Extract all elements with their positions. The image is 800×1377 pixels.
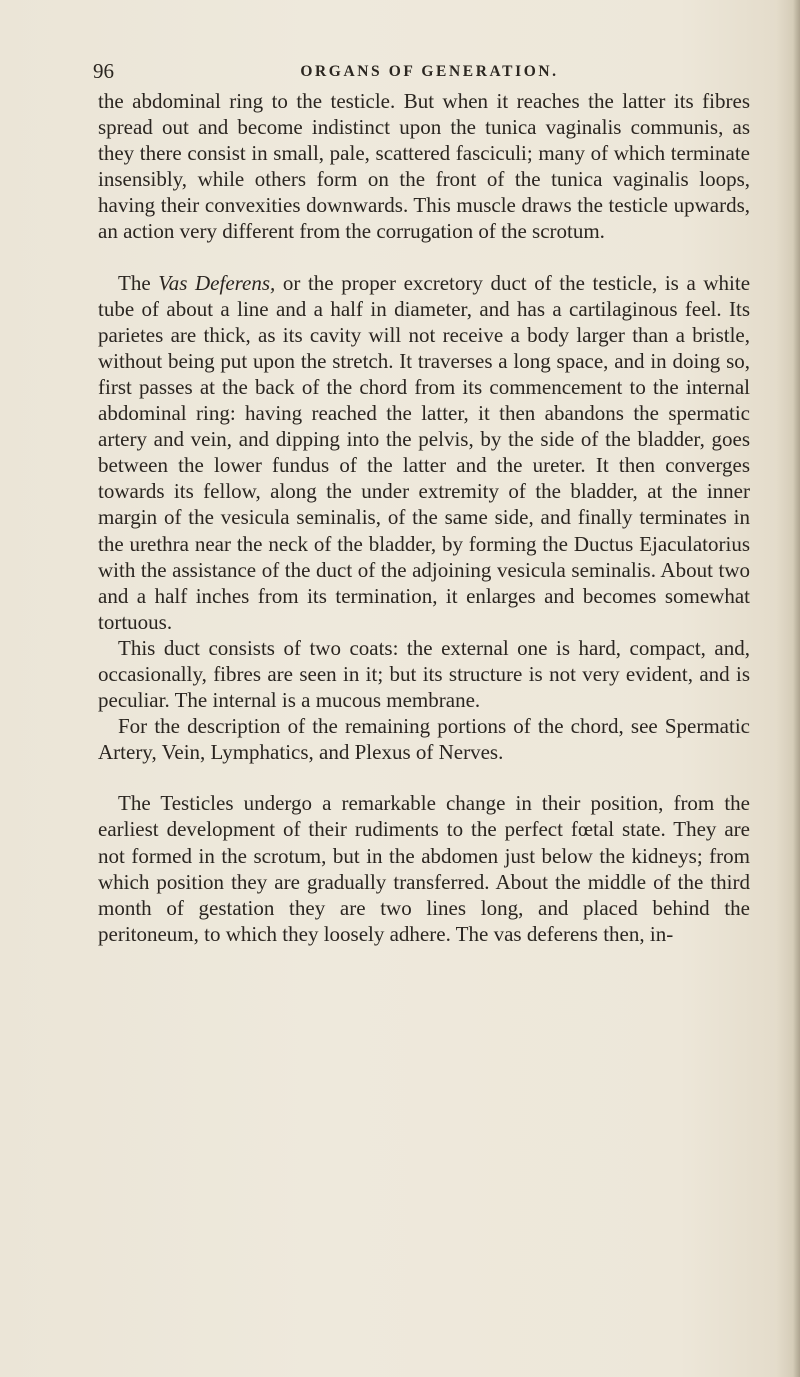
paragraph-2-lead: The (118, 270, 159, 295)
paragraph-4: For the description of the remaining portions of the chord, see Spermatic Artery, Vein, Lymphatics, and Plexus of Nerves. (98, 714, 750, 765)
running-head: ORGANS OF GENERATION. (300, 63, 559, 80)
paragraph-3: This duct consists of two coats: the external one is hard, compact, and, occasionally, fibres are seen in it; but its structure is not very evident, and is peculiar. The internal is a mucous membrane. (98, 635, 750, 713)
paragraph-gap (98, 765, 750, 790)
paragraph-1: the abdominal ring to the testicle. But when it reaches the latter its fibres spread out and become indistinct upon the tunica vaginalis communis, as they there consist in small, pale, scattered fasciculi; many of which terminate insensibly, while others form on the front of the tunica vaginalis loops, having their convexities downwards. This muscle draws the testicle upwards, an action very different from the corrugation of the scrotum. (98, 89, 750, 244)
body-text (98, 88, 750, 947)
vas-deferens-term: Vas Deferens, (158, 270, 276, 295)
paragraph-5: The Testicles undergo a remarkable change in their position, from the earliest development of their rudiments to the perfect fœtal state. They are not formed in the scrotum, but in the abdomen just below the kidneys; from which position they are gradually transferred. About the middle of the third month of gestation they are two lines long, and placed behind the peritoneum, to which they loosely adhere. The vas deferens then, in- (98, 791, 750, 946)
page-edge-shadow (793, 0, 800, 1377)
paragraph-gap (98, 245, 750, 270)
page-header (93, 59, 748, 87)
page-number: 96 (93, 59, 114, 83)
paragraph-2-body: or the proper excretory duct of the testicle, is a white tube of about a line and a half in diameter, and has a cartilaginous feel. Its parietes are thick, as its cavity will not receive a body larger than a bristle, without being put upon the stretch. It traverses a long space, and in doing so, first passes at the back of the chord from its commencement to the internal abdominal ring: having reached the latter, it then abandons the spermatic artery and vein, and dipping into the pelvis, by the side of the bladder, goes between the lower fundus of the latter and the ureter. It then converges towards its fellow, along the under extremity of the bladder, at the inner margin of the vesicula seminalis, of the same side, and finally terminates in the urethra near the neck of the bladder, by forming the Ductus Ejaculatorius with the assistance of the duct of the adjoining vesicula seminalis. About two and a half inches from its termination, it enlarges and becomes somewhat tortuous. (98, 270, 751, 634)
paragraph-2 (98, 270, 750, 635)
